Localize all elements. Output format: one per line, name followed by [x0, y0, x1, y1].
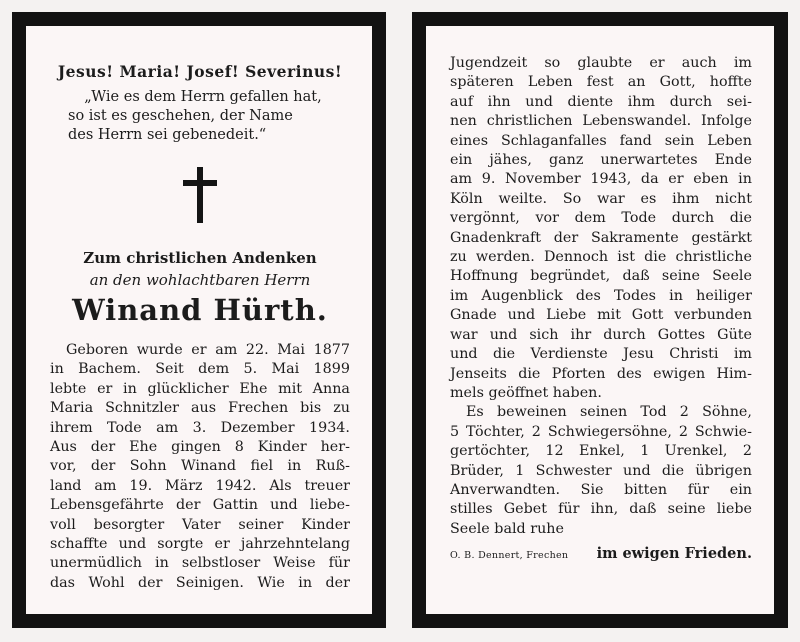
text-line: am 9. November 1943, da er eben in — [450, 171, 752, 188]
text-line: unermüdlich in selbstloser Weise für — [50, 555, 350, 572]
cross-icon-wrap — [50, 167, 350, 223]
text-line: Anverwandten. Sie bitten für ein — [450, 481, 752, 498]
biography-continued-text — [450, 54, 752, 539]
text-line: voll besorgter Vater seiner Kinder — [50, 516, 350, 533]
text-line: Jenseits die Pforten des ewigen Him- — [450, 365, 752, 382]
text-line: Aus der Ehe gingen 8 Kinder her- — [50, 439, 350, 456]
invocation: Jesus! Maria! Josef! Severinus! — [57, 62, 343, 81]
printer-credit: O. B. Dennert, Frechen — [450, 550, 569, 562]
deceased-name: Winand Hürth. — [72, 293, 328, 327]
text-line: und die Verdienste Jesu Christi im — [450, 346, 752, 363]
text-line: in Bachem. Seit dem 5. Mai 1899 — [50, 361, 350, 378]
text-line: schaffte und sorgte er jahrzehntelang — [50, 536, 350, 553]
text-line: Geboren wurde er am 22. Mai 1877 — [66, 342, 350, 358]
text-line: Gnade und Liebe mit Gott verbunden — [450, 307, 752, 324]
text-line: auf ihn und diente ihm durch sei- — [450, 93, 752, 110]
memory-subheading: an den wohlachtbaren Herrn — [89, 271, 311, 289]
text-line: nen christlichen Lebenswandel. Infolge — [450, 113, 752, 130]
text-line: das Wohl der Seinigen. Wie in der — [50, 574, 350, 591]
text-line: 5 Töchter, 2 Schwiegersöhne, 2 Schwie- — [450, 423, 752, 440]
closing-phrase: im ewigen Frieden. — [596, 545, 752, 563]
text-line: vergönnt, vor dem Tode durch die — [450, 210, 752, 227]
text-line: mels geöffnet haben. — [450, 384, 602, 401]
text-line: Lebensgefährte der Gattin und liebe- — [50, 497, 350, 514]
text-line: ihrem Tode am 3. Dezember 1934. — [50, 419, 350, 436]
text-line: stilles Gebet für ihn, daß seine liebe — [450, 501, 752, 518]
quote-line: des Herrn sei gebenedeit.“ — [68, 127, 267, 143]
text-line: lebte er in glücklicher Ehe mit Anna — [50, 380, 350, 397]
text-line: war und sich ihr durch Gottes Güte — [450, 326, 752, 343]
closing-row — [450, 545, 752, 562]
text-line: Maria Schnitzler aus Frechen bis zu — [50, 400, 350, 417]
scripture-quote — [62, 88, 344, 145]
text-line: zu werden. Dennoch ist die christliche — [450, 249, 752, 266]
text-line: ein jähes, ganz unerwartetes Ende — [450, 152, 752, 169]
biography-text — [50, 341, 350, 593]
text-line: Brüder, 1 Schwester und die übrigen — [450, 462, 752, 479]
text-line: Jugendzeit so glaubte er auch im — [450, 55, 752, 71]
memory-heading: Zum christlichen Andenken — [83, 249, 317, 267]
text-line: Seele bald ruhe — [450, 520, 564, 537]
memorial-card-right — [412, 12, 788, 628]
text-line: eines Schlaganfalles fand sein Leben — [450, 132, 752, 149]
text-line: im Augenblick des Todes in heiliger — [450, 287, 752, 304]
text-line: späteren Leben fest an Gott, hoffte — [450, 74, 752, 91]
text-line: Köln weilte. So war es ihm nicht — [450, 190, 752, 207]
memorial-card-left — [12, 12, 386, 628]
text-line: Hoffnung begründet, daß seine Seele — [450, 268, 752, 285]
text-line: land am 19. März 1942. Als treuer — [50, 477, 350, 494]
cross-icon — [183, 167, 217, 223]
text-line: Es beweinen seinen Tod 2 Söhne, — [466, 404, 752, 421]
text-line: gertöchter, 12 Enkel, 1 Urenkel, 2 — [450, 443, 752, 460]
quote-line: so ist es geschehen, der Name — [68, 108, 293, 124]
text-line: vor, der Sohn Winand fiel in Ruß- — [50, 458, 350, 475]
quote-line: „Wie es dem Herrn gefallen hat, — [84, 89, 322, 105]
text-line: Gnadenkraft der Sakramente gestärkt — [450, 229, 752, 246]
